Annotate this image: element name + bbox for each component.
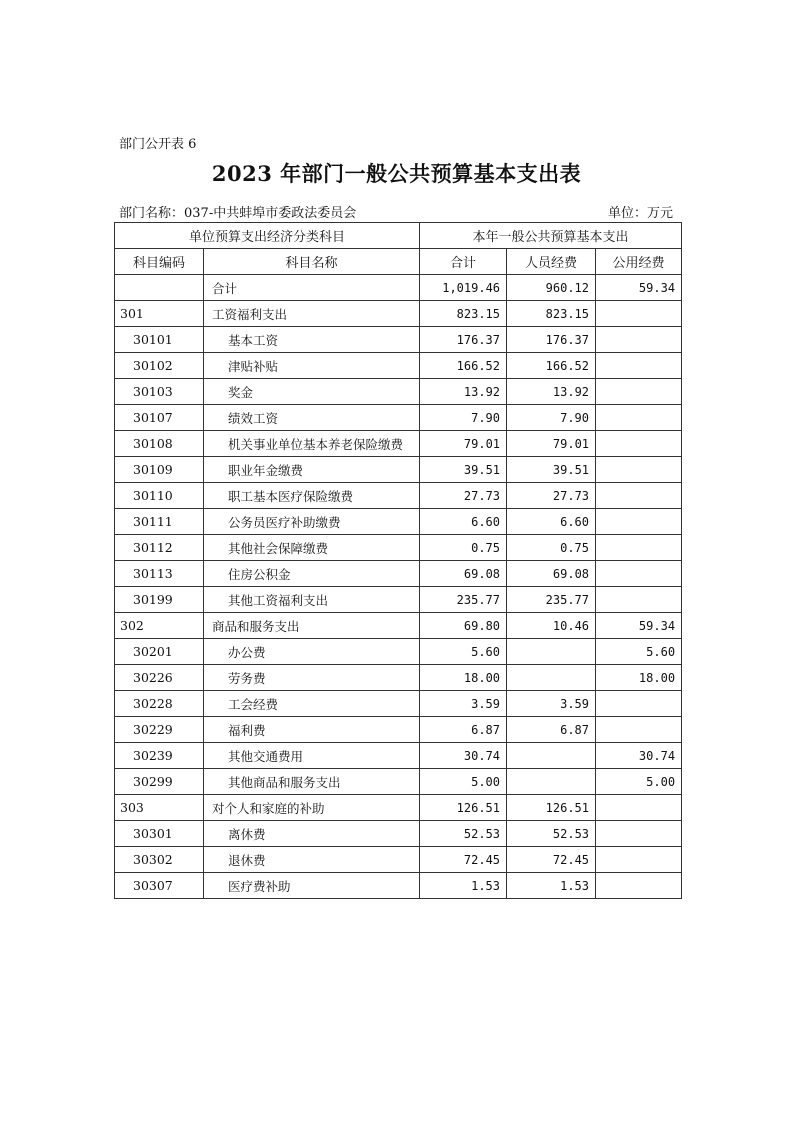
cell-personnel: 176.37 (507, 327, 596, 353)
cell-personnel: 6.60 (507, 509, 596, 535)
cell-total: 176.37 (420, 327, 507, 353)
cell-public (596, 431, 682, 457)
cell-code: 30107 (115, 405, 204, 431)
table-row (115, 795, 682, 821)
table-row (115, 405, 682, 431)
cell-name: 工资福利支出 (204, 301, 420, 327)
table-row (115, 483, 682, 509)
cell-public: 5.60 (596, 639, 682, 665)
cell-total: 823.15 (420, 301, 507, 327)
table-row (115, 691, 682, 717)
cell-personnel (507, 769, 596, 795)
cell-total: 69.08 (420, 561, 507, 587)
table-row (115, 717, 682, 743)
cell-name: 职工基本医疗保险缴费 (204, 483, 420, 509)
cell-public: 59.34 (596, 613, 682, 639)
cell-personnel: 6.87 (507, 717, 596, 743)
cell-public (596, 821, 682, 847)
cell-total: 5.60 (420, 639, 507, 665)
cell-public (596, 379, 682, 405)
cell-name: 基本工资 (204, 327, 420, 353)
cell-total: 1,019.46 (420, 275, 507, 301)
cell-total: 0.75 (420, 535, 507, 561)
budget-table (114, 222, 682, 899)
cell-code: 30103 (115, 379, 204, 405)
cell-name: 合计 (204, 275, 420, 301)
cell-personnel: 823.15 (507, 301, 596, 327)
cell-personnel: 235.77 (507, 587, 596, 613)
cell-public (596, 483, 682, 509)
cell-public (596, 873, 682, 899)
cell-code: 30199 (115, 587, 204, 613)
cell-code: 30301 (115, 821, 204, 847)
cell-total: 18.00 (420, 665, 507, 691)
cell-name: 奖金 (204, 379, 420, 405)
cell-personnel: 69.08 (507, 561, 596, 587)
cell-public (596, 405, 682, 431)
cell-personnel: 960.12 (507, 275, 596, 301)
cell-total: 27.73 (420, 483, 507, 509)
table-row (115, 535, 682, 561)
cell-total: 13.92 (420, 379, 507, 405)
group-header-right: 本年一般公共预算基本支出 (420, 223, 682, 249)
table-row (115, 873, 682, 899)
cell-code: 30108 (115, 431, 204, 457)
cell-name: 住房公积金 (204, 561, 420, 587)
cell-public: 30.74 (596, 743, 682, 769)
column-header-code: 科目编码 (115, 249, 204, 275)
cell-personnel: 3.59 (507, 691, 596, 717)
table-row (115, 769, 682, 795)
cell-personnel: 72.45 (507, 847, 596, 873)
cell-total: 126.51 (420, 795, 507, 821)
cell-name: 劳务费 (204, 665, 420, 691)
form-number: 部门公开表 6 (119, 137, 197, 152)
group-header-left: 单位预算支出经济分类科目 (115, 223, 420, 249)
cell-code: 30201 (115, 639, 204, 665)
table-row (115, 431, 682, 457)
cell-public (596, 509, 682, 535)
cell-public (596, 847, 682, 873)
cell-total: 7.90 (420, 405, 507, 431)
cell-total: 6.60 (420, 509, 507, 535)
cell-total: 235.77 (420, 587, 507, 613)
cell-personnel: 13.92 (507, 379, 596, 405)
column-header-personnel: 人员经费 (507, 249, 596, 275)
cell-code: 30102 (115, 353, 204, 379)
cell-personnel (507, 743, 596, 769)
cell-code (115, 275, 204, 301)
cell-code: 30228 (115, 691, 204, 717)
cell-name: 其他工资福利支出 (204, 587, 420, 613)
cell-personnel: 126.51 (507, 795, 596, 821)
page-title: 2023 年部门一般公共预算基本支出表 (211, 161, 582, 186)
cell-code: 30112 (115, 535, 204, 561)
cell-public (596, 301, 682, 327)
cell-public (596, 587, 682, 613)
cell-name: 机关事业单位基本养老保险缴费 (204, 431, 420, 457)
table-row (115, 847, 682, 873)
cell-public: 18.00 (596, 665, 682, 691)
table-row (115, 275, 682, 301)
cell-name: 其他交通费用 (204, 743, 420, 769)
cell-public (596, 353, 682, 379)
cell-public (596, 535, 682, 561)
department-name: 部门名称：037-中共蚌埠市委政法委员会 (119, 206, 357, 221)
cell-personnel: 166.52 (507, 353, 596, 379)
cell-code: 30307 (115, 873, 204, 899)
cell-total: 79.01 (420, 431, 507, 457)
cell-name: 办公费 (204, 639, 420, 665)
cell-code: 30109 (115, 457, 204, 483)
cell-total: 30.74 (420, 743, 507, 769)
cell-name: 工会经费 (204, 691, 420, 717)
table-row (115, 821, 682, 847)
table-row (115, 561, 682, 587)
table-row (115, 301, 682, 327)
table-row (115, 587, 682, 613)
cell-total: 166.52 (420, 353, 507, 379)
table-row (115, 613, 682, 639)
cell-personnel: 1.53 (507, 873, 596, 899)
cell-public (596, 327, 682, 353)
cell-code: 30101 (115, 327, 204, 353)
cell-public (596, 561, 682, 587)
table-row (115, 327, 682, 353)
cell-name: 绩效工资 (204, 405, 420, 431)
table-row (115, 743, 682, 769)
cell-name: 津贴补贴 (204, 353, 420, 379)
cell-public: 59.34 (596, 275, 682, 301)
cell-name: 公务员医疗补助缴费 (204, 509, 420, 535)
table-row (115, 457, 682, 483)
cell-total: 3.59 (420, 691, 507, 717)
cell-name: 职业年金缴费 (204, 457, 420, 483)
column-header-name: 科目名称 (204, 249, 420, 275)
cell-total: 69.80 (420, 613, 507, 639)
column-header-row (115, 249, 682, 275)
cell-code: 30111 (115, 509, 204, 535)
table-row (115, 665, 682, 691)
cell-personnel: 52.53 (507, 821, 596, 847)
cell-public: 5.00 (596, 769, 682, 795)
cell-name: 退休费 (204, 847, 420, 873)
cell-name: 对个人和家庭的补助 (204, 795, 420, 821)
cell-personnel: 79.01 (507, 431, 596, 457)
cell-code: 30226 (115, 665, 204, 691)
cell-name: 离休费 (204, 821, 420, 847)
cell-code: 30229 (115, 717, 204, 743)
cell-code: 30113 (115, 561, 204, 587)
cell-name: 商品和服务支出 (204, 613, 420, 639)
unit-label: 单位：万元 (607, 206, 673, 221)
cell-code: 30110 (115, 483, 204, 509)
cell-code: 303 (115, 795, 204, 821)
group-header-row (115, 223, 682, 249)
cell-total: 6.87 (420, 717, 507, 743)
cell-personnel: 7.90 (507, 405, 596, 431)
cell-total: 52.53 (420, 821, 507, 847)
cell-personnel (507, 639, 596, 665)
cell-name: 其他商品和服务支出 (204, 769, 420, 795)
cell-name: 医疗费补助 (204, 873, 420, 899)
cell-total: 39.51 (420, 457, 507, 483)
cell-public (596, 795, 682, 821)
cell-code: 302 (115, 613, 204, 639)
table-row (115, 379, 682, 405)
cell-public (596, 691, 682, 717)
cell-total: 1.53 (420, 873, 507, 899)
cell-personnel: 0.75 (507, 535, 596, 561)
cell-public (596, 717, 682, 743)
cell-personnel: 10.46 (507, 613, 596, 639)
table-row (115, 509, 682, 535)
cell-name: 其他社会保障缴费 (204, 535, 420, 561)
cell-public (596, 457, 682, 483)
cell-code: 30299 (115, 769, 204, 795)
cell-code: 301 (115, 301, 204, 327)
cell-personnel: 27.73 (507, 483, 596, 509)
cell-name: 福利费 (204, 717, 420, 743)
column-header-total: 合计 (420, 249, 507, 275)
table-row (115, 353, 682, 379)
cell-total: 5.00 (420, 769, 507, 795)
cell-code: 30239 (115, 743, 204, 769)
cell-total: 72.45 (420, 847, 507, 873)
cell-personnel: 39.51 (507, 457, 596, 483)
column-header-public: 公用经费 (596, 249, 682, 275)
cell-personnel (507, 665, 596, 691)
cell-code: 30302 (115, 847, 204, 873)
table-row (115, 639, 682, 665)
